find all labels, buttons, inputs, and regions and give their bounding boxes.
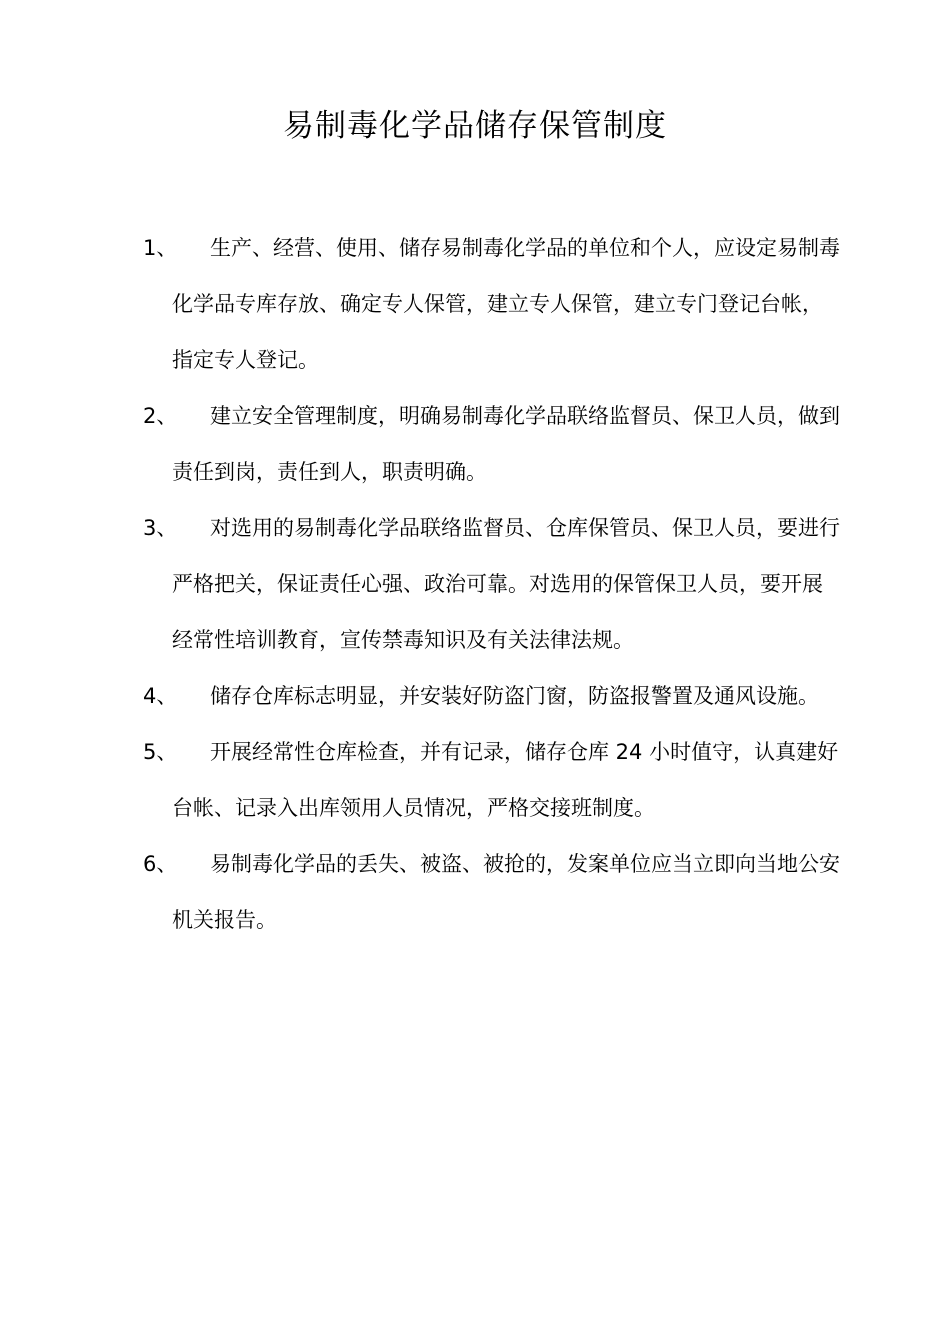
item-number: 2、: [143, 404, 178, 428]
item-number: 5、: [143, 740, 178, 764]
item-text: 对选用的易制毒化学品联络监督员、仓库保管员、保卫人员，要进行严格把关，保证责任心强、政治可靠。对选用的保管保卫人员，要开展经常性培训教育，宣传禁毒知识及有关法律法规。: [172, 516, 840, 652]
item-number: 4、: [143, 684, 178, 708]
regulation-list: [0, 220, 950, 948]
item-number: 3、: [143, 516, 178, 540]
regulation-item-3: [0, 500, 950, 668]
item-text: 储存仓库标志明显，并安装好防盗门窗，防盗报警置及通风设施。: [210, 684, 819, 708]
item-text: 易制毒化学品的丢失、被盗、被抢的，发案单位应当立即向当地公安机关报告。: [172, 852, 840, 932]
document-title: 易制毒化学品储存保管制度: [283, 108, 667, 144]
regulation-item-2: [0, 388, 950, 500]
item-number: 1、: [143, 236, 178, 260]
item-text: 开展经常性仓库检查，并有记录，储存仓库 24 小时值守，认真建好台帐、记录入出库领用人员情况，严格交接班制度。: [172, 740, 839, 820]
item-text: 生产、经营、使用、储存易制毒化学品的单位和个人，应设定易制毒化学品专库存放、确定专人保管，建立专人保管，建立专门登记台帐，指定专人登记。: [172, 236, 840, 372]
regulation-item-1: [0, 220, 950, 388]
regulation-item-6: [0, 836, 950, 948]
item-text: 建立安全管理制度，明确易制毒化学品联络监督员、保卫人员，做到责任到岗，责任到人，职责明确。: [172, 404, 840, 484]
item-number: 6、: [143, 852, 178, 876]
regulation-item-4: [0, 668, 950, 724]
regulation-item-5: [0, 724, 950, 836]
